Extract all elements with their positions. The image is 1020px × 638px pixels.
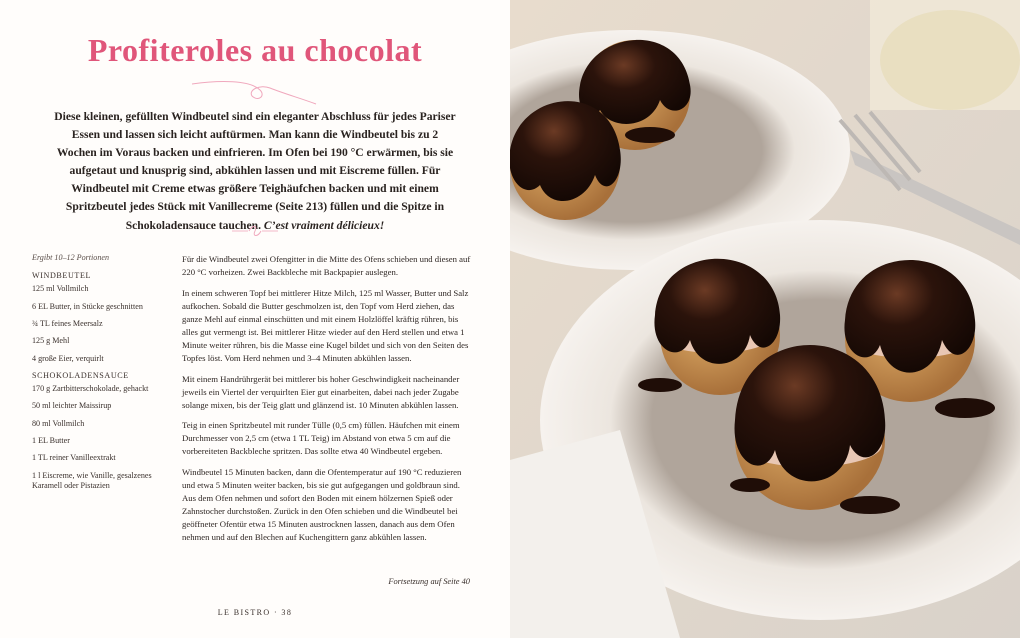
ingredient-item: 50 ml leichter Maissirup: [32, 401, 112, 411]
recipe-step: Mit einem Handrührgerät bei mittlerer bis hoher Geschwindigkeit nacheinander jeweils ein Viertel der verquirlten Eier gut einarbeiten, dabei nach jeder Zugabe solange mixen, bis der Teig glatt und glänzend ist. 10 Minuten abkühlen lassen.: [182, 373, 460, 410]
ingredient-item: 6 EL Butter, in Stücke geschnitten: [32, 301, 143, 311]
ingredient-item: 125 ml Vollmilch: [32, 284, 89, 294]
recipe-step: In einem schweren Topf bei mittlerer Hitze Milch, 125 ml Wasser, Butter und Salz aufkochen. Sobald die Butter geschmolzen ist, den Topf vom Herd ziehen, das ganze Mehl auf einmal einschütten und mit einem Holzlöffel kräftig rühren, bis alles gut vermengt ist. Bei mittlerer Hitze wieder auf den Herd stellen und etwa 1 Minute weiter rühren, bis die Masse eine Kugel bildet und sich von den Seiten des Topfes löst. Vom Herd nehmen und 3–4 Minuten abkühlen lassen.: [182, 287, 469, 363]
ribbon-ornament-icon: [190, 78, 320, 108]
recipe-steps: [182, 253, 472, 552]
divider-ornament-icon: [232, 225, 278, 237]
recipe-step: Windbeutel 15 Minuten backen, dann die Ofentemperatur auf 190 °C reduzieren und etwa 5 Minuten weiter backen, bis sie gut aufgegangen und goldbraun sind. Aus dem Ofen nehmen und sofort den Boden mit einem hölzernen Spieß oder Zahnstocher durchstoßen. Zurück in den Ofen schieben und die Windbeutel bei geöffneter Ofentür etwa 15 Minuten austrocknen lassen, danach aus dem Ofen nehmen und auf den Blechen auf Kuchengittern ganz abkühlen lassen.: [182, 467, 462, 543]
ingredient-group-windbeutel: [32, 271, 167, 364]
ingredient-item: 125 g Mehl: [32, 336, 70, 346]
profiteroles-photo: [510, 0, 1020, 638]
servings-note: Ergibt 10–12 Portionen: [32, 253, 110, 262]
ingredient-item: 80 ml Vollmilch: [32, 418, 85, 428]
recipe-step: Teig in einen Spritzbeutel mit runder Tülle (0,5 cm) füllen. Häufchen mit einem Durchmesser von 2,5 cm (etwa 1 TL Teig) im Abstand von etwa 5 cm auf die vorbereiteten Backbleche spritzen. Das sollte etwa 40 Windbeutel ergeben.: [182, 420, 460, 457]
ingredient-item: 4 große Eier, verquirlt: [32, 353, 104, 363]
intro-text: Diese kleinen, gefüllten Windbeutel sind ein eleganter Abschluss für jedes Pariser Essen und lassen sich leicht auftürmen. Man kann die Windbeutel bis zu 2 Wochen im Voraus backen und einfrieren. Im Ofen bei 190 °C erwärmen, bis sie aufgetaut und knusprig sind, abkühlen lassen und mit Eiscreme füllen. Für Windbeutel mit Creme etwas größere Teighäufchen backen und mit einem Spritzbeutel jedes Stück mit Vanillecreme (Seite 213) füllen und die Spitze in Schokoladensauce tauchen.: [54, 110, 456, 232]
ingredient-group-sauce: [32, 371, 167, 491]
ingredient-item: 170 g Zartbitterschokolade, gehackt: [32, 384, 149, 394]
ingredient-item: 1 l Eiscreme, wie Vanille, gesalzenes Karamell oder Pistazien: [32, 470, 152, 490]
ingredient-item: ¾ TL feines Meersalz: [32, 319, 103, 328]
ingredient-heading: WINDBEUTEL: [32, 271, 92, 281]
recipe-intro: [52, 108, 458, 235]
photo-page: [510, 0, 1020, 638]
ingredient-item: 1 EL Butter: [32, 435, 70, 445]
intro-emphasis: C’est vraiment délicieux!: [263, 218, 385, 232]
recipe-title: Profiteroles au chocolat: [87, 32, 423, 68]
recipe-step: Für die Windbeutel zwei Ofengitter in die Mitte des Ofens schieben und diesen auf 220 °C vorheizen. Zwei Backbleche mit Backpapier auslegen.: [182, 254, 471, 277]
ingredients-list: [32, 253, 167, 498]
ingredient-heading: SCHOKOLADENSAUCE: [32, 370, 129, 380]
continued-note: Fortsetzung auf Seite 40: [388, 577, 470, 586]
page-footer: LE BISTRO · 38: [217, 608, 293, 617]
ingredient-item: 1 TL reiner Vanilleextrakt: [32, 453, 116, 463]
